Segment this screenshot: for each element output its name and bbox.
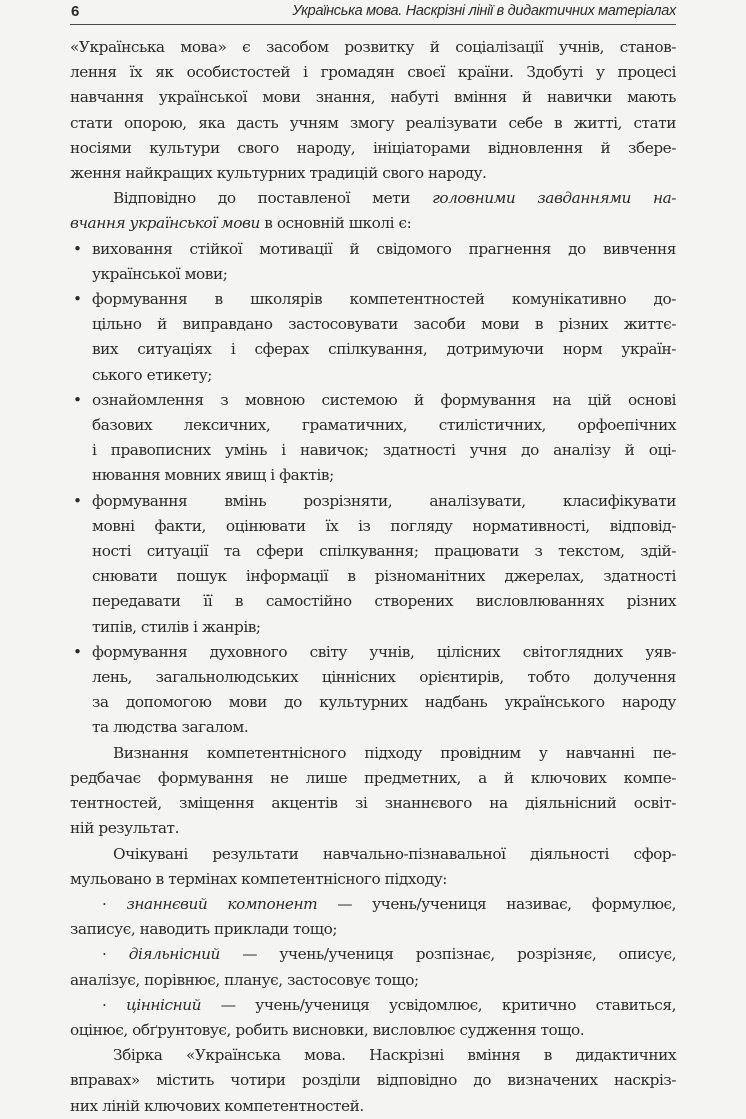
text-line: формування вмінь розрізняти, аналізувати, класифікувати <box>92 491 676 510</box>
text-line: снювати пошук інформації в різноманітних джерелах, здатності <box>92 567 676 586</box>
emphasis-text: головними завданнями на- <box>432 189 676 208</box>
text-line: української мови; <box>92 264 228 283</box>
text-line: ознайомлення з мовною системою й формування на цій основі <box>92 390 676 409</box>
body-text <box>70 35 676 1119</box>
list-item <box>70 237 676 287</box>
text-line <box>70 942 676 967</box>
text-line: ження найкращих культурних традицій свого народу. <box>70 164 487 183</box>
text-line: мульовано в термінах компетентнісного підходу: <box>70 869 447 888</box>
paragraph-tasks-intro <box>70 186 676 236</box>
text-line: Очікувані результати навчально-пізнавальної діяльності сфор- <box>113 844 676 863</box>
list-item <box>70 640 676 741</box>
component-item <box>70 942 676 992</box>
text-line <box>70 892 676 917</box>
page-number: 6 <box>71 3 80 20</box>
text-line: лення їх як особистостей і громадян своєї країни. Здобуті у процесі <box>70 63 676 82</box>
text-line: ського етикету; <box>92 365 212 384</box>
bullet-icon: • <box>73 390 82 409</box>
text-line: типів, стилів і жанрів; <box>92 617 261 636</box>
bullet-icon: • <box>73 290 82 309</box>
emphasis-text: знаннєвий компонент <box>126 894 318 913</box>
text-line: та людства загалом. <box>92 718 249 737</box>
list-item <box>70 287 676 388</box>
text-line: них ліній ключових компетентностей. <box>70 1096 364 1115</box>
text-line: аналізує, порівнює, планує, застосовує тощо; <box>70 970 419 989</box>
text-line: Збірка «Українська мова. Наскрізні вміння в дидактичних <box>113 1046 676 1065</box>
emphasis-text: діяльнісний <box>128 945 220 964</box>
text-line: передавати її в самостійно створених висловлюваннях різних <box>92 592 676 611</box>
text-line <box>70 211 676 236</box>
text-line: нювання мовних явищ і фактів; <box>92 466 334 485</box>
component-item <box>70 993 676 1043</box>
text-line: за допомогою мови до культурних надбань українського народу <box>92 693 676 712</box>
text-line <box>70 186 676 211</box>
text-line: ній результат. <box>70 819 179 838</box>
bullet-icon: · <box>102 945 107 964</box>
running-header <box>70 0 676 25</box>
text-line: формування духовного світу учнів, цілісних світоглядних уяв- <box>92 642 676 661</box>
text-line: вих ситуаціях і сферах спілкування, дотримуючи норм україн- <box>92 340 676 359</box>
text-line: вправах» містить чотири розділи відповідно до визначених наскріз- <box>70 1071 676 1090</box>
text-run: — учень/учениця усвідомлює, критично ставиться, <box>201 995 676 1014</box>
paragraph-competence-approach <box>70 741 676 842</box>
list-item <box>70 489 676 640</box>
text-line: записує, наводить приклади тощо; <box>70 920 338 939</box>
text-line: стати опорою, яка дасть учням змогу реалізувати себе в житті, стати <box>70 113 676 132</box>
component-item <box>70 892 676 942</box>
text-line: лень, загальнолюдських ціннісних орієнтирів, тобто долучення <box>92 668 676 687</box>
text-run: Відповідно до поставленої мети <box>113 189 433 208</box>
text-line: редбачає формування не лише предметних, а й ключових компе- <box>70 768 676 787</box>
text-line: цільно й виправдано застосовувати засоби мови в різних життє- <box>92 315 676 334</box>
list-item <box>70 388 676 489</box>
bullet-icon: • <box>73 491 82 510</box>
text-line: оцінює, обґрунтовує, робить висновки, висловлює судження тощо. <box>70 1020 585 1039</box>
text-line: і правописних умінь і навичок; здатності учня до аналізу й оці- <box>92 441 676 460</box>
text-line <box>70 993 676 1018</box>
text-line: тентностей, зміщення акцентів зі знаннєвого на діяльнісний освіт- <box>70 794 676 813</box>
text-line: формування в школярів компетентностей комунікативно до- <box>92 290 676 309</box>
text-line: Визнання компетентнісного підходу провідним у навчанні пе- <box>113 743 676 762</box>
bullet-icon: · <box>102 894 107 913</box>
components-list <box>70 892 676 1043</box>
text-line: мовні факти, оцінювати їх із погляду нормативності, відповід- <box>92 516 676 535</box>
text-line: носіями культури свого народу, ініціаторами відновлення й збере- <box>70 138 676 157</box>
tasks-list <box>70 237 676 741</box>
emphasis-text: вчання української мови <box>70 214 260 233</box>
text-line: навчання української мови знання, набуті вміння й навички мають <box>70 88 676 107</box>
bullet-icon: · <box>102 995 107 1014</box>
text-line: виховання стійкої мотивації й свідомого прагнення до вивчення <box>92 239 676 258</box>
text-line: «Українська мова» є засобом розвитку й соціалізації учнів, станов- <box>70 38 676 56</box>
bullet-icon: • <box>73 239 82 258</box>
running-title: Українська мова. Наскрізні лінії в дидактичних матеріалах <box>292 3 676 19</box>
text-line: базових лексичних, граматичних, стилістичних, орфоепічних <box>92 416 676 435</box>
text-run: — учень/учениця розпізнає, розрізняє, описує, <box>219 945 676 964</box>
emphasis-text: ціннісний <box>126 995 202 1014</box>
bullet-icon: • <box>73 642 82 661</box>
paragraph-expected-results <box>70 842 676 892</box>
text-run: — учень/учениця називає, формулює, <box>317 894 676 913</box>
text-run: в основній школі є: <box>259 214 412 233</box>
paragraph-collection <box>70 1043 676 1119</box>
paragraph-intro <box>70 35 676 186</box>
text-line: ності ситуації та сфери спілкування; працювати з текстом, здій- <box>92 542 676 561</box>
